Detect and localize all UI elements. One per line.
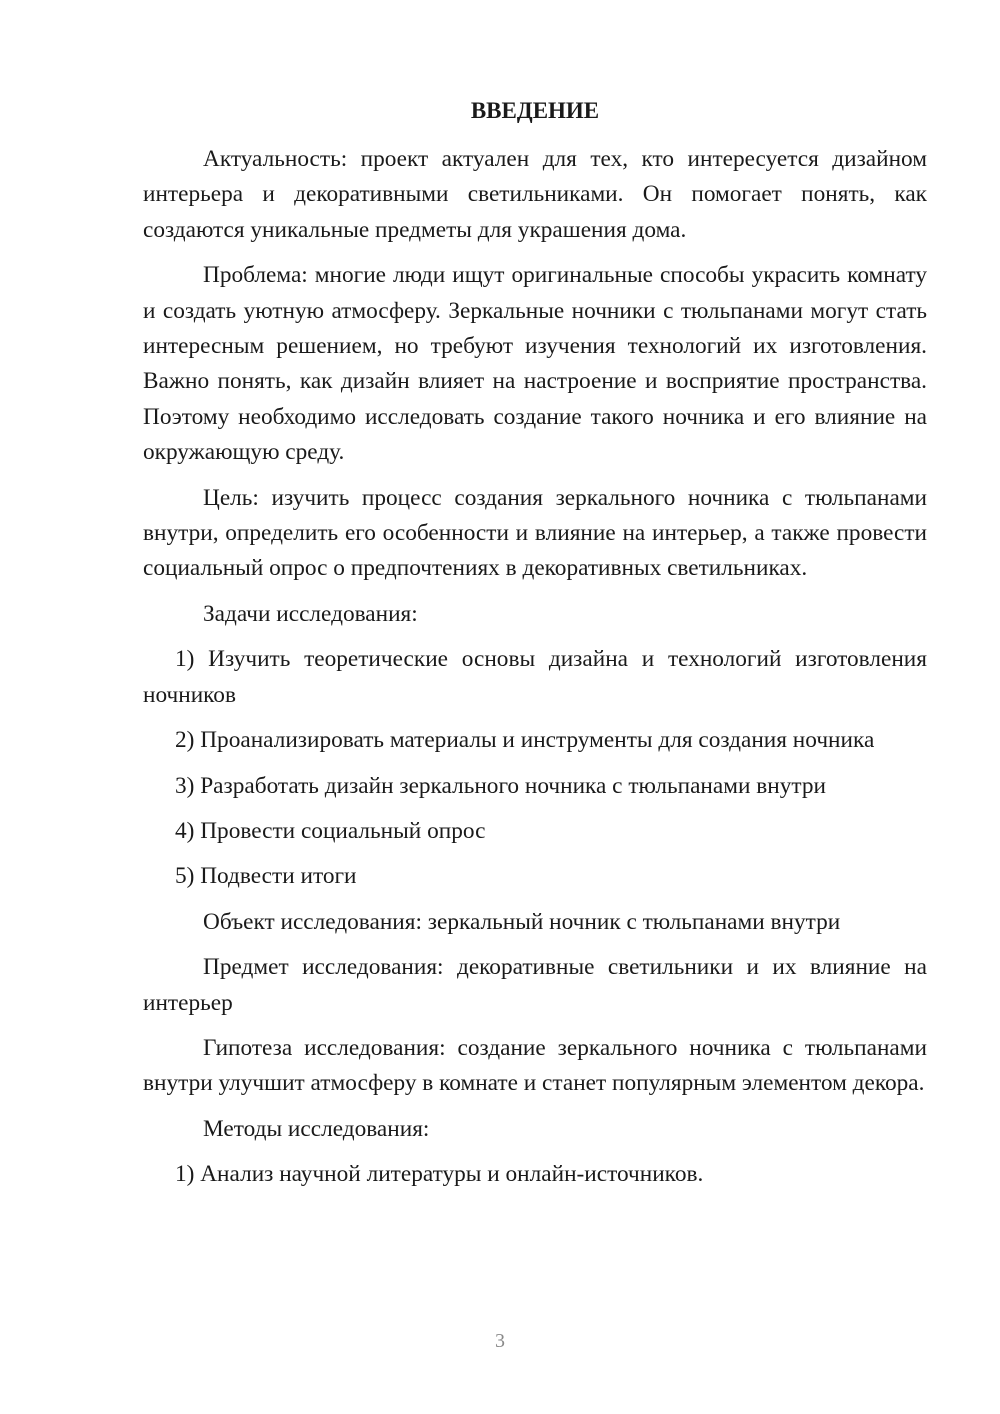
relevance-paragraph: Актуальность: проект актуален для тех, кто интересуется дизайном интерьера и декоративными светильниками. Он помогает понять, как создаются уникальные предметы для украшения дома. <box>143 146 927 243</box>
list-item: 5) Подвести итоги <box>175 863 357 890</box>
list-item: 1) Изучить теоретические основы дизайна и технологий изготовления ночников <box>143 646 927 708</box>
list-item: 1) Анализ научной литературы и онлайн-источников. <box>175 1161 704 1188</box>
page-title: ВВЕДЕНИЕ <box>470 98 600 123</box>
subject-paragraph: Предмет исследования: декоративные светильники и их влияние на интерьер <box>143 954 927 1016</box>
hypothesis-paragraph: Гипотеза исследования: создание зеркального ночника с тюльпанами внутри улучшит атмосферу в комнате и станет популярным элементом декора. <box>143 1034 927 1097</box>
list-item: 3) Разработать дизайн зеркального ночника с тюльпанами внутри <box>175 772 826 799</box>
methods-list <box>143 1157 927 1192</box>
problem-paragraph: Проблема: многие люди ищут оригинальные способы украсить комнату и создать уютную атмосферу. Зеркальные ночники с тюльпанами могут стать интересным решением, но требуют изучения технологий их изготовления. Важно понять, как дизайн влияет на настроение и восприятие пространства. Поэтому необходимо исследовать создание такого ночника и его влияние на окружающую среду. <box>143 262 927 466</box>
list-item: 4) Провести социальный опрос <box>175 817 486 844</box>
page-number: 3 <box>495 1330 505 1352</box>
tasks-heading: Задачи исследования: <box>203 600 418 627</box>
document-page <box>143 93 927 1203</box>
methods-heading: Методы исследования: <box>203 1115 430 1142</box>
goal-paragraph: Цель: изучить процесс создания зеркального ночника с тюльпанами внутри, определить его особенности и влияние на интерьер, а также провести социальный опрос о предпочтениях в декоративных светильниках. <box>143 484 927 582</box>
list-item: 2) Проанализировать материалы и инструменты для создания ночника <box>175 727 875 754</box>
object-paragraph: Объект исследования: зеркальный ночник с тюльпанами внутри <box>203 908 841 935</box>
tasks-list <box>143 642 927 894</box>
